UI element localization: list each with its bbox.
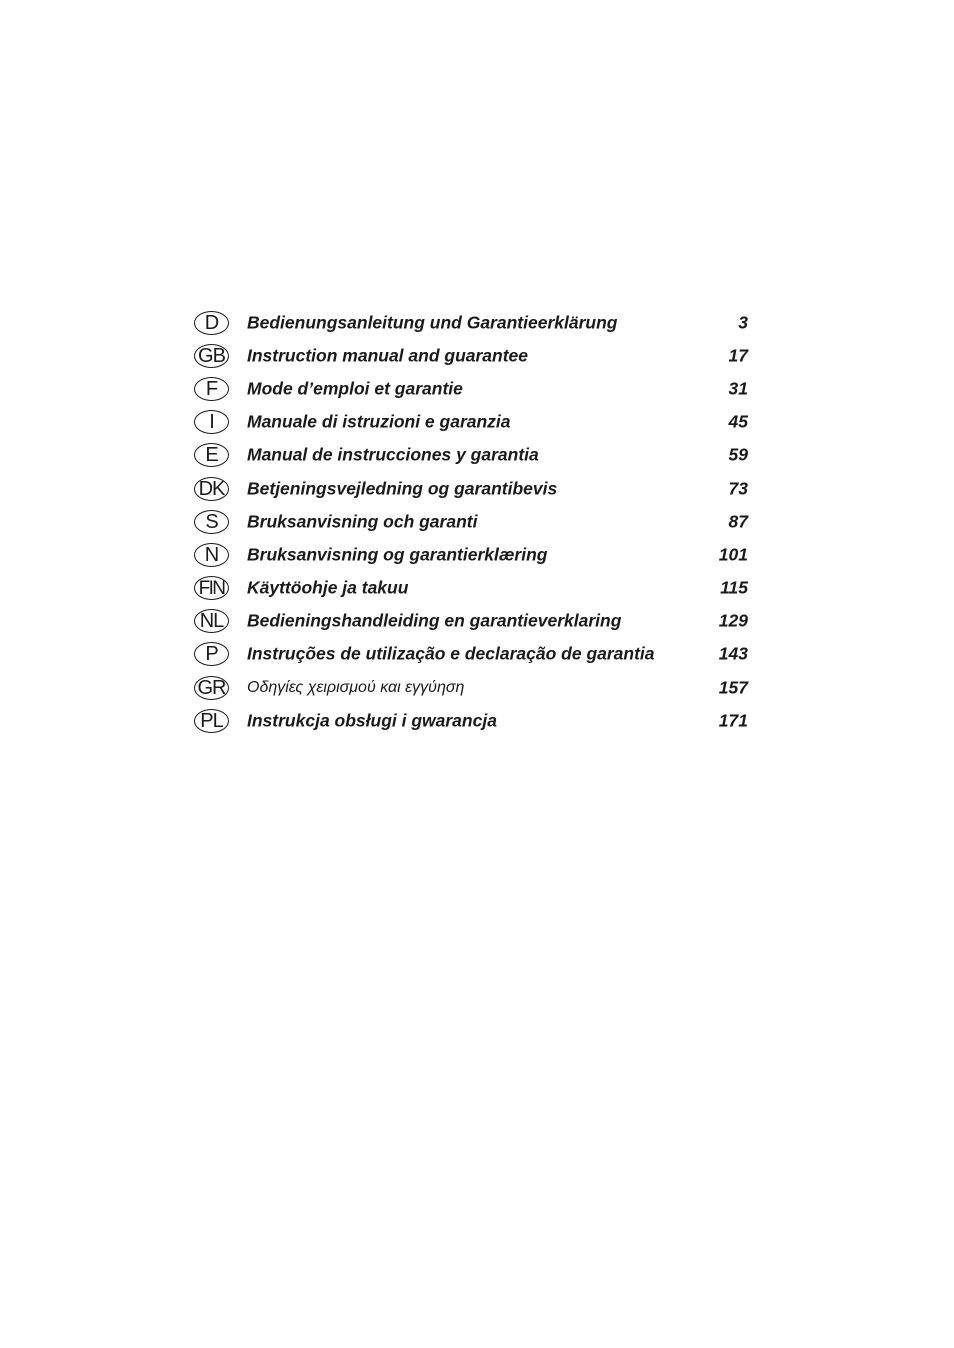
toc-row-dk[interactable]: [194, 472, 750, 505]
language-badge-gb: GB: [194, 344, 229, 368]
language-badge-d: D: [194, 311, 229, 335]
toc-row-s[interactable]: [194, 505, 750, 538]
toc-page-f: 31: [728, 378, 748, 399]
toc-page-gr: 157: [718, 676, 748, 697]
toc-row-gb[interactable]: [194, 339, 750, 372]
toc-page-pl: 171: [718, 710, 748, 731]
toc-page-nl: 129: [718, 610, 748, 631]
language-badge-i: I: [194, 410, 229, 434]
toc-page-e: 59: [728, 444, 748, 465]
toc-title-nl: Bedieningshandleiding en garantieverklaring: [247, 610, 622, 631]
toc-page-i: 45: [728, 411, 748, 432]
toc-page-s: 87: [728, 510, 748, 531]
toc-row-i[interactable]: [194, 406, 750, 439]
toc-title-dk: Betjeningsvejledning og garantibevis: [247, 477, 558, 498]
toc-title-p: Instruções de utilização e declaração de garantia: [247, 643, 655, 664]
toc-title-s: Bruksanvisning och garanti: [247, 510, 478, 531]
toc-title-pl: Instrukcja obsługi i gwarancja: [247, 710, 497, 731]
language-badge-e: E: [194, 443, 229, 467]
toc-page-d: 3: [738, 311, 748, 332]
toc-row-d[interactable]: [194, 306, 750, 339]
language-badge-gr: GR: [194, 676, 229, 700]
toc-page-dk: 73: [728, 477, 748, 498]
toc-row-nl[interactable]: [194, 605, 750, 638]
toc-page-n: 101: [718, 544, 748, 565]
toc-row-p[interactable]: [194, 638, 750, 671]
toc-title-gr: Οδηγίες χειρισμού και εγγύηση: [247, 678, 465, 696]
language-badge-f: F: [194, 377, 229, 401]
toc-page-fin: 115: [720, 577, 748, 598]
language-badge-dk: DK: [194, 477, 229, 501]
language-badge-fin: FIN: [194, 576, 229, 600]
toc-title-i: Manuale di istruzioni e garanzia: [247, 411, 511, 432]
language-badge-p: P: [194, 642, 229, 666]
language-badge-nl: NL: [194, 609, 229, 633]
toc-title-n: Bruksanvisning og garantierklæring: [247, 544, 548, 565]
toc-page-p: 143: [718, 643, 748, 664]
toc-title-f: Mode d’emploi et garantie: [247, 378, 463, 399]
language-badge-s: S: [194, 510, 229, 534]
language-badge-pl: PL: [194, 709, 229, 733]
toc-row-fin[interactable]: [194, 572, 750, 605]
toc-title-gb: Instruction manual and guarantee: [247, 345, 529, 366]
toc-title-fin: Käyttöohje ja takuu: [247, 577, 409, 598]
toc-title-d: Bedienungsanleitung und Garantieerklärung: [247, 311, 618, 332]
language-badge-n: N: [194, 543, 229, 567]
toc-row-f[interactable]: [194, 372, 750, 405]
language-table-of-contents: [194, 306, 750, 737]
toc-title-e: Manual de instrucciones y garantia: [247, 444, 539, 465]
toc-row-n[interactable]: [194, 538, 750, 571]
toc-row-pl[interactable]: [194, 704, 750, 737]
toc-row-e[interactable]: [194, 439, 750, 472]
toc-row-gr[interactable]: [194, 671, 750, 704]
toc-page-gb: 17: [728, 345, 748, 366]
